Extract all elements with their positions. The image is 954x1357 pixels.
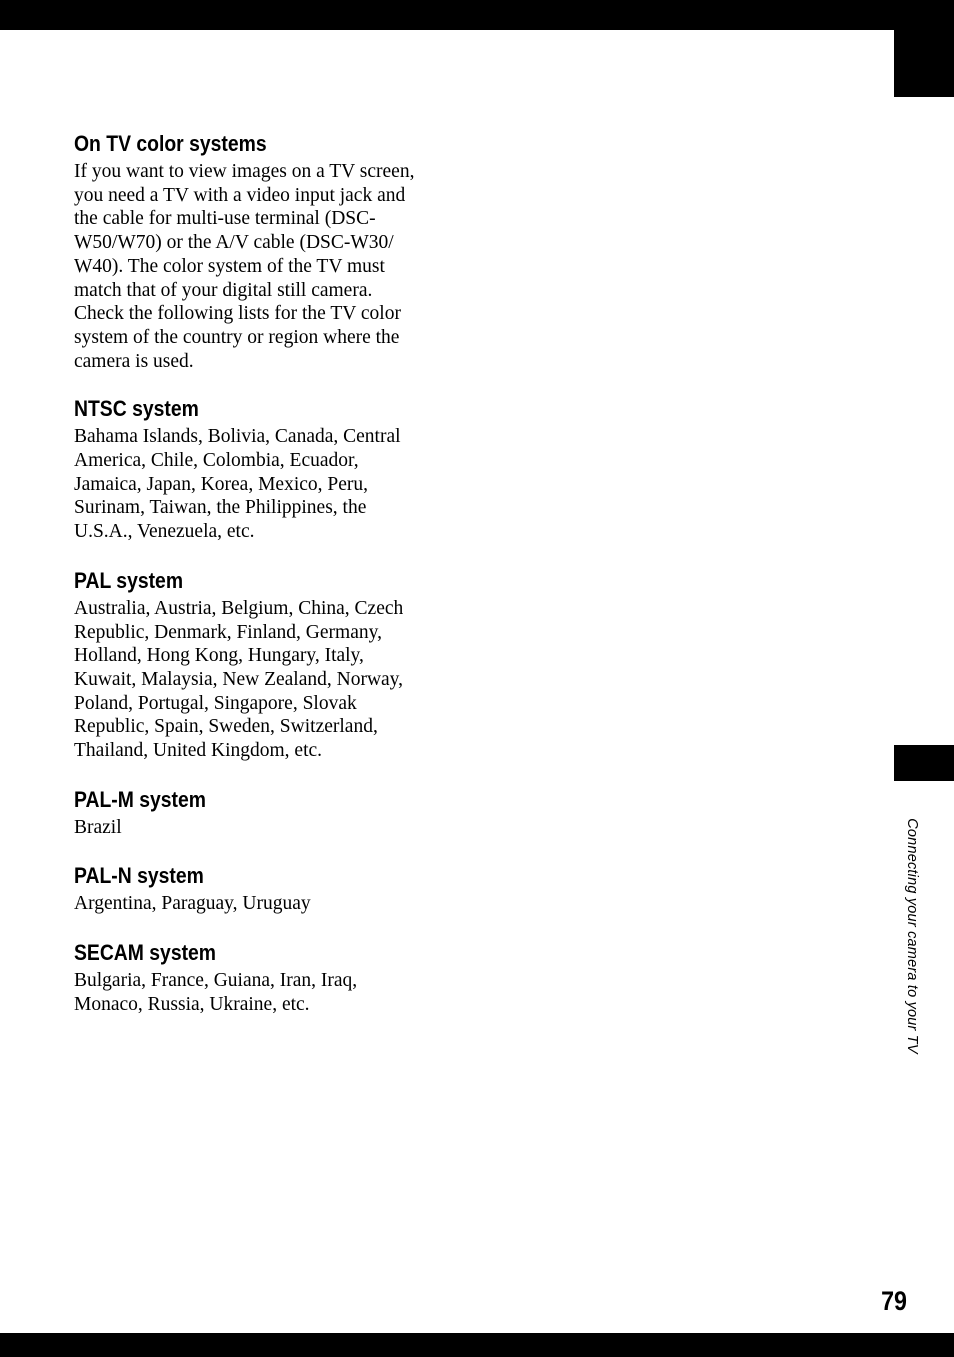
section-secam [74,937,446,1016]
section-heading: PAL system [74,567,184,593]
section-text: Argentina, Paraguay, Uruguay [74,893,311,915]
section-tv-color-systems [74,128,446,373]
section-heading: NTSC system [74,396,199,422]
section-pal-n [74,860,446,916]
bottom-bar [0,1333,954,1357]
section-heading: PAL-N system [74,863,204,889]
section-heading: PAL-M system [74,786,206,812]
chapter-tab [894,745,954,781]
section-text: Bulgaria, France, Guiana, Iran, Iraq, Monaco, Russia, Ukraine, etc. [74,970,358,1015]
main-content [74,128,446,1017]
section-pal-m [74,784,446,840]
corner-tab [894,30,954,97]
chapter-caption: Connecting your camera to your TV [904,818,920,1054]
section-text: Australia, Austria, Belgium, China, Czech Republic, Denmark, Finland, Germany, Holland, Hong Kong, Hungary, Italy, Kuwait, Malaysia, New Zealand, Norway, Poland, Portugal, Singapore, Slovak Republic, Spain, Sweden, Switzerland, Thailand, United Kingdom, etc. [74,597,404,762]
section-heading: SECAM system [74,940,217,966]
top-bar [0,0,954,30]
section-ntsc [74,393,446,544]
section-heading: On TV color systems [74,131,267,156]
section-text: Bahama Islands, Bolivia, Canada, Central America, Chile, Colombia, Ecuador, Jamaica, Japan, Korea, Mexico, Peru, Surinam, Taiwan, the Philippines, the U.S.A., Venezuela, etc. [74,426,401,543]
section-text: Brazil [74,816,122,838]
section-text: If you want to view images on a TV screen, you need a TV with a video input jack and the cable for multi-use terminal (DSC- W50/W70) or the A/V cable (DSC-W30/ W40). The color system of the TV must match that of your digital still camera. Check the following lists for the TV color system of the country or region where the camera is used. [74,161,415,372]
section-pal [74,565,446,763]
page-number: 79 [881,1286,907,1316]
